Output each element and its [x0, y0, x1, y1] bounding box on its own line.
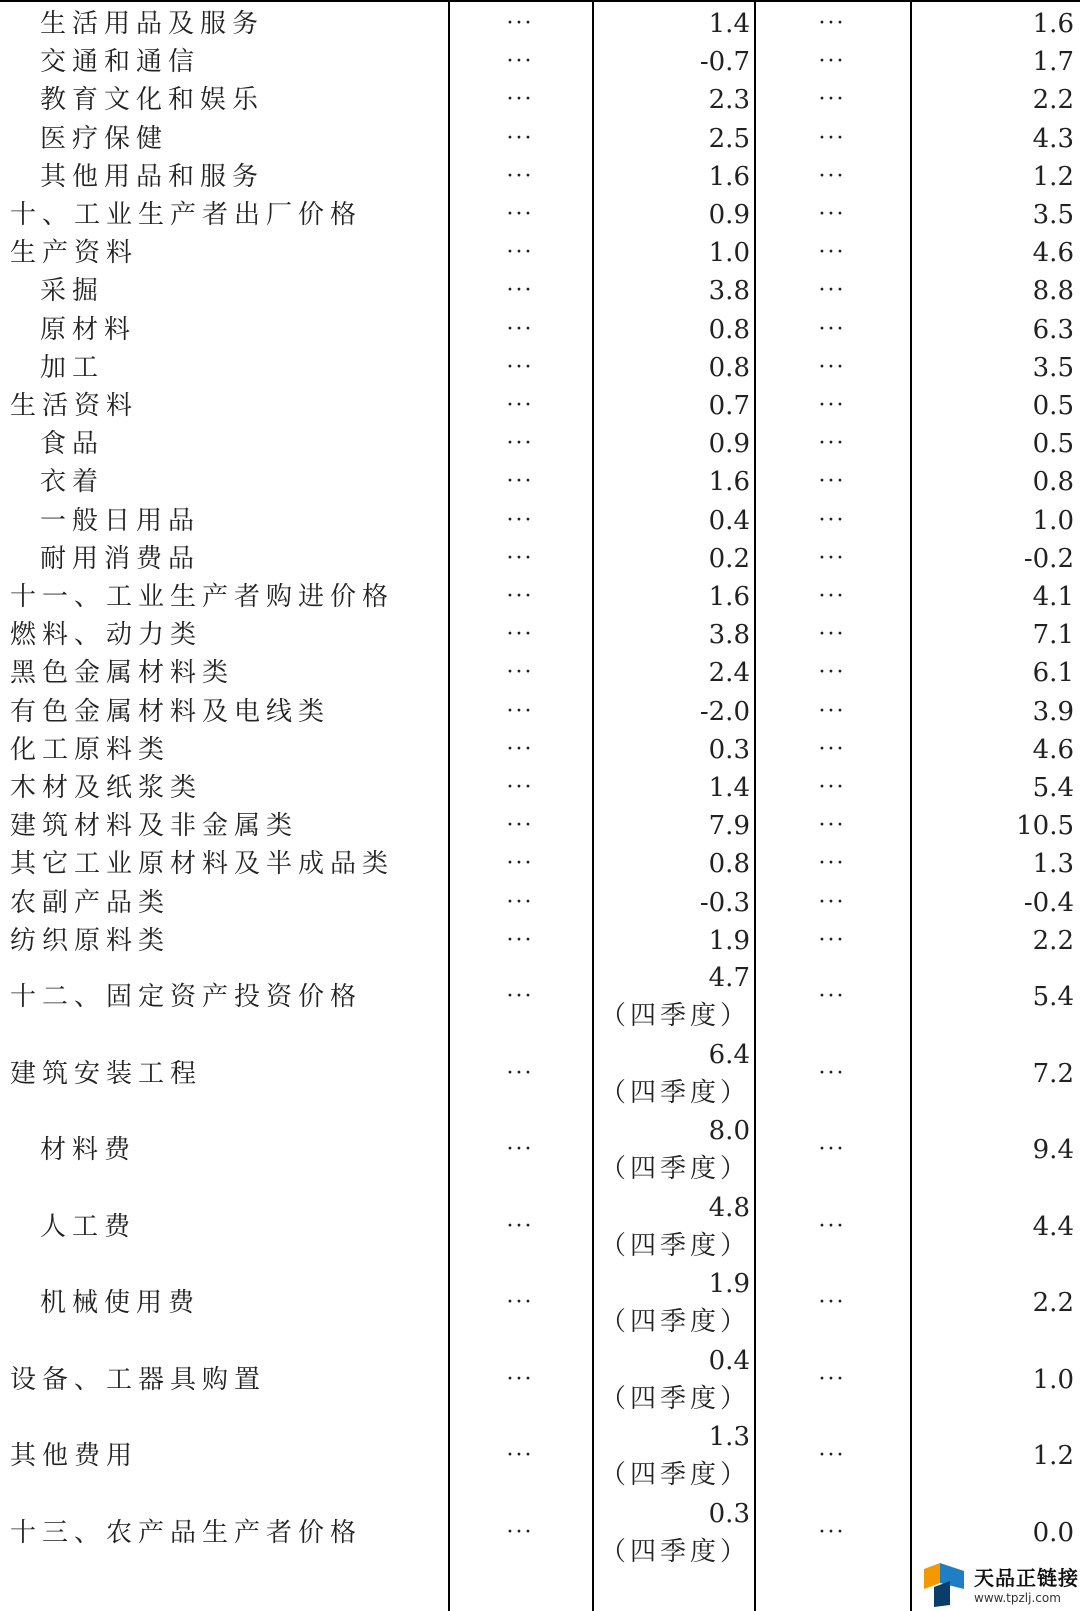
ellipsis-cell: ··· — [506, 163, 534, 189]
ellipsis-cell: ··· — [818, 316, 846, 342]
cube-logo-icon — [920, 1559, 970, 1609]
table-row — [0, 540, 1080, 578]
value-cell: -0.7 — [699, 47, 750, 78]
value-cell — [594, 1418, 750, 1495]
table-row — [0, 1265, 1080, 1342]
row-label: 生活资料 — [10, 391, 139, 422]
ellipsis-cell: ··· — [506, 469, 534, 495]
ellipsis-cell: ··· — [506, 1060, 534, 1086]
ellipsis-cell: ··· — [506, 240, 534, 266]
watermark-logo — [918, 1556, 1080, 1611]
ellipsis-cell: ··· — [818, 1213, 846, 1239]
value-cell: 2.4 — [708, 658, 750, 689]
table-row — [0, 311, 1080, 349]
ellipsis-cell: ··· — [506, 316, 534, 342]
ellipsis-cell: ··· — [818, 202, 846, 228]
ellipsis-cell: ··· — [506, 851, 534, 877]
ellipsis-cell: ··· — [818, 1290, 846, 1316]
row-label: 采掘 — [40, 276, 105, 307]
value-cell: 1.9 — [708, 925, 750, 956]
row-label: 原材料 — [40, 314, 137, 345]
value-cell: 4.3 — [1032, 123, 1074, 154]
table-row — [0, 807, 1080, 845]
ellipsis-cell: ··· — [818, 87, 846, 113]
ellipsis-cell: ··· — [506, 698, 534, 724]
table-row — [0, 502, 1080, 540]
value-cell: 1.3 — [1032, 849, 1074, 880]
value-cell: 0.4 — [708, 505, 750, 536]
ellipsis-cell: ··· — [818, 49, 846, 75]
value-cell: 0.8 — [708, 314, 750, 345]
ellipsis-cell: ··· — [506, 1366, 534, 1392]
row-label: 十三、农产品生产者价格 — [10, 1517, 363, 1548]
value-cell: 10.5 — [1016, 811, 1074, 842]
table-row — [0, 349, 1080, 387]
ellipsis-cell: ··· — [818, 927, 846, 953]
row-label: 材料费 — [40, 1135, 137, 1166]
row-label: 其他费用 — [10, 1441, 139, 1472]
ellipsis-cell: ··· — [506, 125, 534, 151]
row-label: 其它工业原材料及半成品类 — [10, 849, 395, 880]
ellipsis-cell: ··· — [506, 507, 534, 533]
ellipsis-cell: ··· — [818, 507, 846, 533]
ellipsis-cell: ··· — [818, 354, 846, 380]
value-cell: 2.3 — [708, 85, 750, 116]
row-label: 衣着 — [40, 467, 105, 498]
table-row — [0, 654, 1080, 692]
value-period-note: （四季度） — [599, 1230, 750, 1261]
value-cell: 6.3 — [1032, 314, 1074, 345]
value-period-note: （四季度） — [599, 1001, 750, 1032]
value-cell: 0.9 — [708, 200, 750, 231]
row-label: 机械使用费 — [40, 1288, 201, 1319]
ellipsis-cell: ··· — [506, 87, 534, 113]
ellipsis-cell: ··· — [506, 775, 534, 801]
value-cell: 0.0 — [1032, 1517, 1074, 1548]
row-label: 木材及纸浆类 — [10, 773, 203, 804]
value-cell: 7.2 — [1032, 1058, 1074, 1089]
ellipsis-cell: ··· — [506, 278, 534, 304]
table-row — [0, 196, 1080, 234]
value-number: 4.8 — [708, 1192, 750, 1223]
ellipsis-cell: ··· — [818, 1137, 846, 1163]
value-period-note: （四季度） — [599, 1154, 750, 1185]
value-cell: -0.3 — [699, 887, 750, 918]
value-cell: 5.4 — [1032, 773, 1074, 804]
value-cell: 3.5 — [1032, 352, 1074, 383]
ellipsis-cell: ··· — [818, 889, 846, 915]
value-period-note: （四季度） — [599, 1307, 750, 1338]
ellipsis-cell: ··· — [506, 1213, 534, 1239]
value-cell: 1.2 — [1032, 161, 1074, 192]
value-cell: 1.6 — [708, 467, 750, 498]
ellipsis-cell: ··· — [818, 698, 846, 724]
table-row — [0, 463, 1080, 501]
ellipsis-cell: ··· — [818, 813, 846, 839]
value-cell: 0.2 — [708, 543, 750, 574]
value-cell: 1.6 — [708, 161, 750, 192]
value-cell: -0.4 — [1023, 887, 1074, 918]
row-label: 十一、工业生产者购进价格 — [10, 582, 395, 613]
value-cell: 3.8 — [708, 620, 750, 651]
value-cell: -0.2 — [1023, 543, 1074, 574]
value-cell: 2.2 — [1032, 85, 1074, 116]
value-cell: 4.4 — [1032, 1211, 1074, 1242]
table-row — [0, 616, 1080, 654]
row-label: 黑色金属材料类 — [10, 658, 235, 689]
value-cell: 6.1 — [1032, 658, 1074, 689]
ellipsis-cell: ··· — [506, 889, 534, 915]
value-cell: 1.7 — [1032, 47, 1074, 78]
value-cell: 2.5 — [708, 123, 750, 154]
value-number: 0.4 — [708, 1345, 750, 1376]
value-cell: 0.8 — [708, 849, 750, 880]
table-row — [0, 1189, 1080, 1266]
row-label: 化工原料类 — [10, 734, 171, 765]
row-label: 燃料、动力类 — [10, 620, 203, 651]
value-cell: 7.9 — [708, 811, 750, 842]
value-cell: 9.4 — [1032, 1135, 1074, 1166]
value-cell: 1.0 — [1032, 1364, 1074, 1395]
value-cell: 4.6 — [1032, 734, 1074, 765]
row-label: 食品 — [40, 429, 105, 460]
value-number: 4.7 — [708, 963, 750, 994]
value-number: 0.3 — [708, 1498, 750, 1529]
ellipsis-cell: ··· — [506, 984, 534, 1010]
row-label: 医疗保健 — [40, 123, 169, 154]
value-number: 1.9 — [708, 1269, 750, 1300]
value-cell: 4.1 — [1032, 582, 1074, 613]
table-row — [0, 81, 1080, 119]
value-cell — [594, 1036, 750, 1113]
row-label: 教育文化和娱乐 — [40, 85, 265, 116]
row-label: 纺织原料类 — [10, 925, 171, 956]
table-row — [0, 693, 1080, 731]
value-period-note: （四季度） — [599, 1383, 750, 1414]
ellipsis-cell: ··· — [818, 278, 846, 304]
value-cell: 0.3 — [708, 734, 750, 765]
row-label: 耐用消费品 — [40, 543, 201, 574]
value-period-note: （四季度） — [599, 1077, 750, 1108]
value-cell: 1.2 — [1032, 1441, 1074, 1472]
value-cell: 0.5 — [1032, 391, 1074, 422]
value-cell: 1.6 — [1032, 9, 1074, 40]
ellipsis-cell: ··· — [506, 1519, 534, 1545]
ellipsis-cell: ··· — [818, 125, 846, 151]
value-cell: 1.0 — [1032, 505, 1074, 536]
table-row — [0, 845, 1080, 883]
value-cell: 1.4 — [708, 773, 750, 804]
ellipsis-cell: ··· — [818, 584, 846, 610]
ellipsis-cell: ··· — [818, 1519, 846, 1545]
row-label: 加工 — [40, 352, 105, 383]
value-cell: 0.8 — [708, 352, 750, 383]
value-cell: -2.0 — [699, 696, 750, 727]
table-row — [0, 425, 1080, 463]
ellipsis-cell: ··· — [818, 851, 846, 877]
ellipsis-cell: ··· — [506, 202, 534, 228]
row-label: 建筑材料及非金属类 — [10, 811, 299, 842]
ellipsis-cell: ··· — [506, 927, 534, 953]
table-row — [0, 769, 1080, 807]
table-row — [0, 884, 1080, 922]
ellipsis-cell: ··· — [506, 1290, 534, 1316]
ellipsis-cell: ··· — [818, 240, 846, 266]
ellipsis-cell: ··· — [506, 545, 534, 571]
ellipsis-cell: ··· — [506, 393, 534, 419]
ellipsis-cell: ··· — [506, 49, 534, 75]
row-label: 生产资料 — [10, 238, 139, 269]
table-row — [0, 731, 1080, 769]
value-number: 8.0 — [708, 1116, 750, 1147]
value-cell: 4.6 — [1032, 238, 1074, 269]
table-row — [0, 578, 1080, 616]
row-label: 设备、工器具购置 — [10, 1364, 267, 1395]
value-cell: 0.9 — [708, 429, 750, 460]
ellipsis-cell: ··· — [818, 736, 846, 762]
value-cell: 5.4 — [1032, 982, 1074, 1013]
value-cell: 3.5 — [1032, 200, 1074, 231]
row-label: 人工费 — [40, 1211, 137, 1242]
table-row — [0, 1112, 1080, 1189]
ellipsis-cell: ··· — [506, 736, 534, 762]
value-cell: 0.7 — [708, 391, 750, 422]
ellipsis-cell: ··· — [818, 11, 846, 37]
row-label: 农副产品类 — [10, 887, 171, 918]
row-label: 十、工业生产者出厂价格 — [10, 200, 363, 231]
ellipsis-cell: ··· — [818, 1060, 846, 1086]
ellipsis-cell: ··· — [818, 1366, 846, 1392]
watermark-name: 天品正链接 — [974, 1566, 1079, 1590]
ellipsis-cell: ··· — [818, 984, 846, 1010]
value-cell — [594, 1189, 750, 1266]
value-cell: 0.5 — [1032, 429, 1074, 460]
ellipsis-cell: ··· — [506, 1137, 534, 1163]
row-label: 十二、固定资产投资价格 — [10, 982, 363, 1013]
value-cell: 8.8 — [1032, 276, 1074, 307]
value-cell: 2.2 — [1032, 925, 1074, 956]
table-row — [0, 43, 1080, 81]
ellipsis-cell: ··· — [818, 431, 846, 457]
table-row — [0, 234, 1080, 272]
row-label: 一般日用品 — [40, 505, 201, 536]
row-label: 有色金属材料及电线类 — [10, 696, 331, 727]
ellipsis-cell: ··· — [506, 1443, 534, 1469]
value-number: 1.3 — [708, 1422, 750, 1453]
value-period-note: （四季度） — [599, 1536, 750, 1567]
value-cell: 1.0 — [708, 238, 750, 269]
ellipsis-cell: ··· — [506, 660, 534, 686]
value-cell: 0.8 — [1032, 467, 1074, 498]
ellipsis-cell: ··· — [818, 775, 846, 801]
ellipsis-cell: ··· — [506, 584, 534, 610]
table-row — [0, 1036, 1080, 1113]
ellipsis-cell: ··· — [506, 11, 534, 37]
table-row — [0, 1342, 1080, 1419]
table-row — [0, 959, 1080, 1036]
ellipsis-cell: ··· — [818, 622, 846, 648]
row-label: 建筑安装工程 — [10, 1058, 203, 1089]
table-row — [0, 272, 1080, 310]
ellipsis-cell: ··· — [506, 354, 534, 380]
ellipsis-cell: ··· — [818, 469, 846, 495]
value-cell: 3.8 — [708, 276, 750, 307]
table-row — [0, 922, 1080, 960]
value-cell: 1.4 — [708, 9, 750, 40]
value-cell — [594, 1112, 750, 1189]
row-label: 交通和通信 — [40, 47, 201, 78]
row-label: 其他用品和服务 — [40, 161, 265, 192]
ellipsis-cell: ··· — [818, 163, 846, 189]
ellipsis-cell: ··· — [818, 1443, 846, 1469]
watermark-url: www.tpzlj.com — [974, 1591, 1061, 1605]
value-period-note: （四季度） — [599, 1460, 750, 1491]
value-cell — [594, 1265, 750, 1342]
value-cell — [594, 959, 750, 1036]
table-row — [0, 158, 1080, 196]
ellipsis-cell: ··· — [506, 622, 534, 648]
value-cell: 3.9 — [1032, 696, 1074, 727]
value-cell — [594, 1495, 750, 1572]
value-cell: 1.6 — [708, 582, 750, 613]
ellipsis-cell: ··· — [818, 660, 846, 686]
ellipsis-cell: ··· — [506, 813, 534, 839]
ellipsis-cell: ··· — [506, 431, 534, 457]
table-row — [0, 120, 1080, 158]
value-number: 6.4 — [708, 1039, 750, 1070]
ellipsis-cell: ··· — [818, 545, 846, 571]
value-cell: 7.1 — [1032, 620, 1074, 651]
value-cell — [594, 1342, 750, 1419]
table-row — [0, 1418, 1080, 1495]
value-cell: 2.2 — [1032, 1288, 1074, 1319]
ellipsis-cell: ··· — [818, 393, 846, 419]
table-row — [0, 387, 1080, 425]
table-row — [0, 5, 1080, 43]
row-label: 生活用品及服务 — [40, 9, 265, 40]
